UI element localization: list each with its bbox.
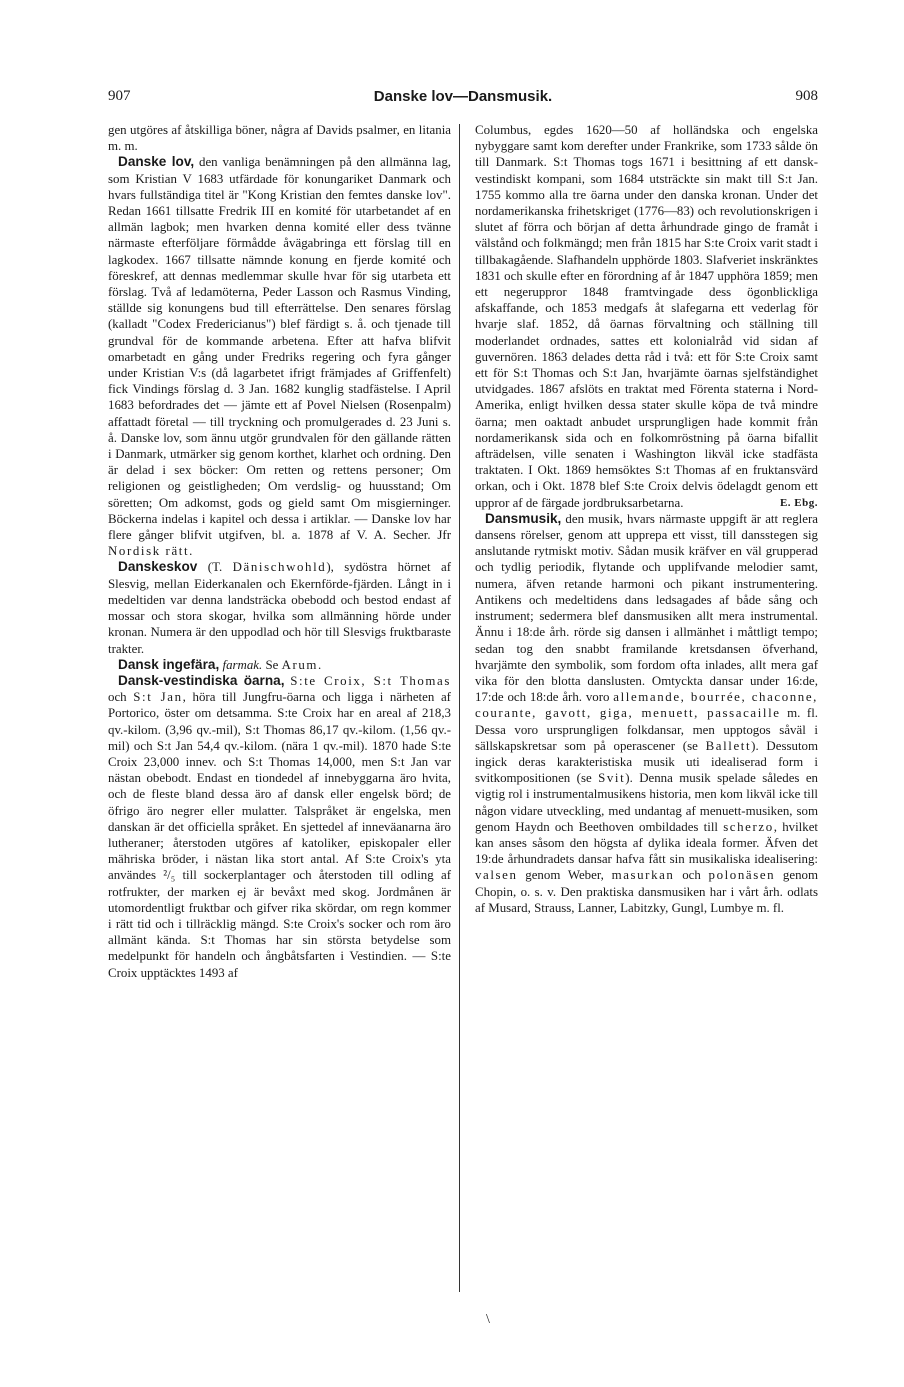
entry-text: ). Denna musik spelade således en vigtig rol i instrumentalmusikens historia, men kom likväl icke till någon vidare utveckling, med undantag af menuett-musiken, som genom Haydn och Beethoven ombildades till: [475, 771, 818, 834]
entry-text: Columbus, egdes 1620—50 af holländska och engelska nybyggare samt kom derefter under Frankrike, som 1733 sålde ön till Danmark. S:t Thomas togs 1671 i besittning af ett dansk-vestindiskt kompani, som 1684 utsträckte sin makt till S:t Jan. 1755 kommo alla tre öarna under den danska kronan. Under det nordamerikanska frihetskriget (1776—83) och revolutionskrigen i slutet af förra och början af detta århundrade gingo de framåt i välstånd och folkmängd; men från 1815 har S:te Croix varit stadt i tillbakagående. Slafhandeln upphörde 1803. Slafveriet inskränktes 1831 och skulle efter en förordning af år 1847 upphöra 1859; men ett negeruppror 1848 framtvingade dess ögonblickliga afskaffande, och 1853 medgafs åt slafegarna ett vederlag för hvarje slaf. 1852, då öarnas förvaltning och ställning till moderlandet ordnades, sattes ett kolonialråd vid sidan af guvernören. 1863 delades detta råd i två: ett för S:te Croix samt ett för S:t Thomas och S:t Jan, hvarjämte öarnas sjelfständighet utvidgades. 1867 afslöts en traktat med Förenta staterna i Nord-Amerika, enligt hvilken dessa stater skulle köpa de två mindre öarna; men oaktadt anbudet ursprungligen hade kommit från nordamerikansk sida och en folkomröstning på öarna bifallit afträdelsen, ville senaten i Washington likväl icke stadfästa traktaten. I Okt. 1869 hemsöktes S:t Thomas af en fruktansvärd orkan, och i Okt. 1878 blef S:te Croix delvis ödelagdt genom ett uppror af de färgade jordbruksarbetarna.: [475, 123, 818, 510]
spaced-term: S:te Croix, S:t Thomas: [290, 673, 451, 688]
entry-text: och: [108, 690, 134, 705]
running-title: Danske lov—Dansmusik.: [373, 88, 553, 105]
entry-text: Se: [262, 657, 282, 672]
spaced-term: masurkan: [611, 868, 675, 883]
author-signature: E. Ebg.: [779, 496, 818, 509]
spaced-term: polonäsen: [708, 868, 776, 883]
entry-text: genom Chopin, o. s. v. Den praktiska dansmusiken har i vårt årh. odlats af Musard, Strauss, Lanner, Labitzky, Gungl, Lumbye m. fl.: [475, 868, 818, 915]
entry-text: ), sydöstra hörnet af Slesvig, mellan Eiderkanalen och Ekernförde-fjärden. Långt in i medeltiden var denna landsträcka obebodd och bestod endast af mossar och stora skogar, hvilka som allmänning hörde under kronan. Numera är den uppodlad och hör till Slesvigs fruktbaraste trakter.: [108, 560, 451, 656]
cross-reference: Arum.: [281, 657, 323, 672]
entry-dansk-vestindiska: [108, 673, 451, 981]
spaced-term: S:t Jan: [133, 690, 183, 705]
cross-reference: Nordisk rätt.: [108, 544, 194, 559]
column-divider: [459, 124, 460, 1292]
entry-text: , hvilket kan anses såsom den högsta af dylika ideala former. Äfven det 19:de århundradets dansar hafva fått sin musikaliska idealisering:: [475, 819, 818, 867]
page-header: [108, 88, 818, 112]
right-column: [475, 122, 818, 916]
entry-text: (T.: [197, 560, 233, 575]
entry-danske-lov: [108, 154, 451, 559]
entry-term: Dansk-vestindiska öarna,: [118, 672, 285, 688]
spaced-term: valsen: [475, 868, 518, 883]
entry-continuation: gen utgöres af åtskilliga böner, några af Davids psalmer, en litania m. m.: [108, 123, 451, 154]
entry-term: Dansmusik,: [485, 510, 562, 526]
left-column: [108, 122, 451, 981]
page-number-right: 908: [795, 88, 818, 104]
print-mark: \: [486, 1312, 490, 1327]
entry-dansmusik: [475, 511, 818, 916]
entry-text: ). Dessutom ingick deras karakteristiska musik uti idealiserad form i svitkompositionen (se: [475, 738, 818, 786]
spaced-term: scherzo: [723, 819, 774, 834]
entry-text: m. fl. Dessa voro ursprungligen folkdansar, men upptogos såväl i sällskapskretsar som på operascener (se: [475, 706, 818, 753]
entry-term: Danske lov,: [118, 154, 195, 170]
cross-reference: Ballett: [705, 738, 752, 753]
entry-continuation: [475, 122, 818, 511]
field-abbrev: farmak.: [222, 657, 263, 672]
spaced-term: allemande, bourrée, chaconne, courante, gavott, giga, menuett, passacaille: [475, 690, 818, 721]
entry-dansk-ingefara: [108, 657, 451, 673]
entry-text: den vanliga benämningen på den allmänna lag, som Kristian V 1683 utfärdade för konungariket Danmark och hvars fullständiga titel är "Kong Kristian den femtes danske lov". Redan 1661 tillsatte Fredrik III en komité för utarbetandet af en allmän lagbok; men hvarken denna komité eller dess tvänne närmaste efterföljare förmådde åvägabringa ett förslag till en lagkodex. 1667 tillsatte nämnde konung en fjerde komité och föreskref, att dennas medlemmar skulle hvar för sig utarbeta ett förslag. Två af ledamöterna, Peder Lasson och Rasmus Vinding, ställde sig konungens bud till efterrättelse. Den senares förslag (kalladt "Codex Fredericianus") blef färdigt s. å. och tjenade till grundval för de kommande arbetena. Efter att hafva blifvit omarbetadt en gång under Fredriks regering och fyra gånger under Kristian V:s (då lagarbetet ifrigt främjades af Griffenfelt) fick Vindings förslag d. 3 Jan. 1682 kunglig stadfästelse. I April 1683 befordrades det — jämte ett af Povel Nielsen (Rosenpalm) affattadt företal — till tryckning och promulgerades d. 23 Juni s. å. Danske lov, som ännu utgör grundvalen för den gällande rätten i Danmark, utmärker sig genom korthet, klarhet och ordning. Den är delad i sex böcker: Om retten og rettens personer; Om religionen og geistligheden; Om verdslig- og huusstand; Om söretten; Om adkomst, gods og gield samt Om misgierninger. Böckerna indelas i kapitel och dessa i artiklar. — Danske lov har flere gånger blifvit utgifven, bl. a. 1878 af V. A. Secher. Jfr: [108, 155, 452, 543]
entry-text: genom Weber,: [517, 868, 612, 883]
entry-term: Danskeskov: [118, 559, 198, 575]
entry-term: Dansk ingefära,: [118, 656, 220, 672]
spaced-term: Dänischwohld: [232, 560, 327, 575]
page-number-left: 907: [108, 88, 131, 104]
entry-text: och: [674, 868, 709, 883]
entry-text: den musik, hvars närmaste uppgift är att reglera dansens rörelser, genom att upprepa ett visst, till dansstegen sig anslutande rytmiskt motiv. Sådan musik kräfver en väl grupperad och tydlig periodik, flytande och upplifvande melodier samt, numera, äfven retande harmoni och pikant instrumentering. Antikens och medeltidens dans ledsagades af både sång och instrument; sedermera blef dansmusiken allt mera instrumental. Ännu i 18:de årh. rörde sig dansen i allmänhet i måttligt tempo; sedan tog den snabbt framilande kretsdansen öfverhand, hvarjämte den symbolik, som fordom ofta inlades, allt mera gaf vika för den blotta danslusten. Omtyckta dansar under 16:de, 17:de och 18:de årh. voro: [475, 511, 818, 705]
entry-text: , höra till Jungfru-öarna och ligga i närheten af Portorico, öster om detsamma. S:te Croix har en areal af 218,3 qv.-kilom. (3,96 qv.-mil), S:t Thomas 86,17 qv.-kilom. (1,56 qv.-mil) och S:t Jan 54,4 qv.-kilom. (nära 1 qv.-mil). 1870 hade S:te Croix 23,000 innev. och S:t Thomas 14,000, men S:t Jan var nästan obebodt. Endast en tiondedel af innebyggarna äro hvita, och de fleste bland dessa äro af dansk eller engelsk börd; de öfrigo äro negrer eller mulatter. Talspråket är engelska, men danskan är det officiella språket. En sjettedel af inneväanarna äro lutheraner; återstoden utgöres af katoliker, episkopaler eller mähriska bröder, i nästan lika stort antal. Af S:te Croix's yta användes ²/₅ till sockerplantager och återstoden till odling af rotfrukter, der marken ej är bevåxt med skog. Jordmånen är utomordentligt fruktbar och gifver rika skördar, om regn kommer i rätt tid och i tillräcklig mängd. S:te Croix's socker och rom äro allmänt kända. S:t Thomas har sin största betydelse som medelpunkt för handeln och ångbåtsfarten i Vestindien. — S:te Croix upptäcktes 1493 af: [108, 690, 451, 980]
cross-reference: Svit: [598, 771, 626, 786]
entry-danskeskov: [108, 559, 451, 656]
